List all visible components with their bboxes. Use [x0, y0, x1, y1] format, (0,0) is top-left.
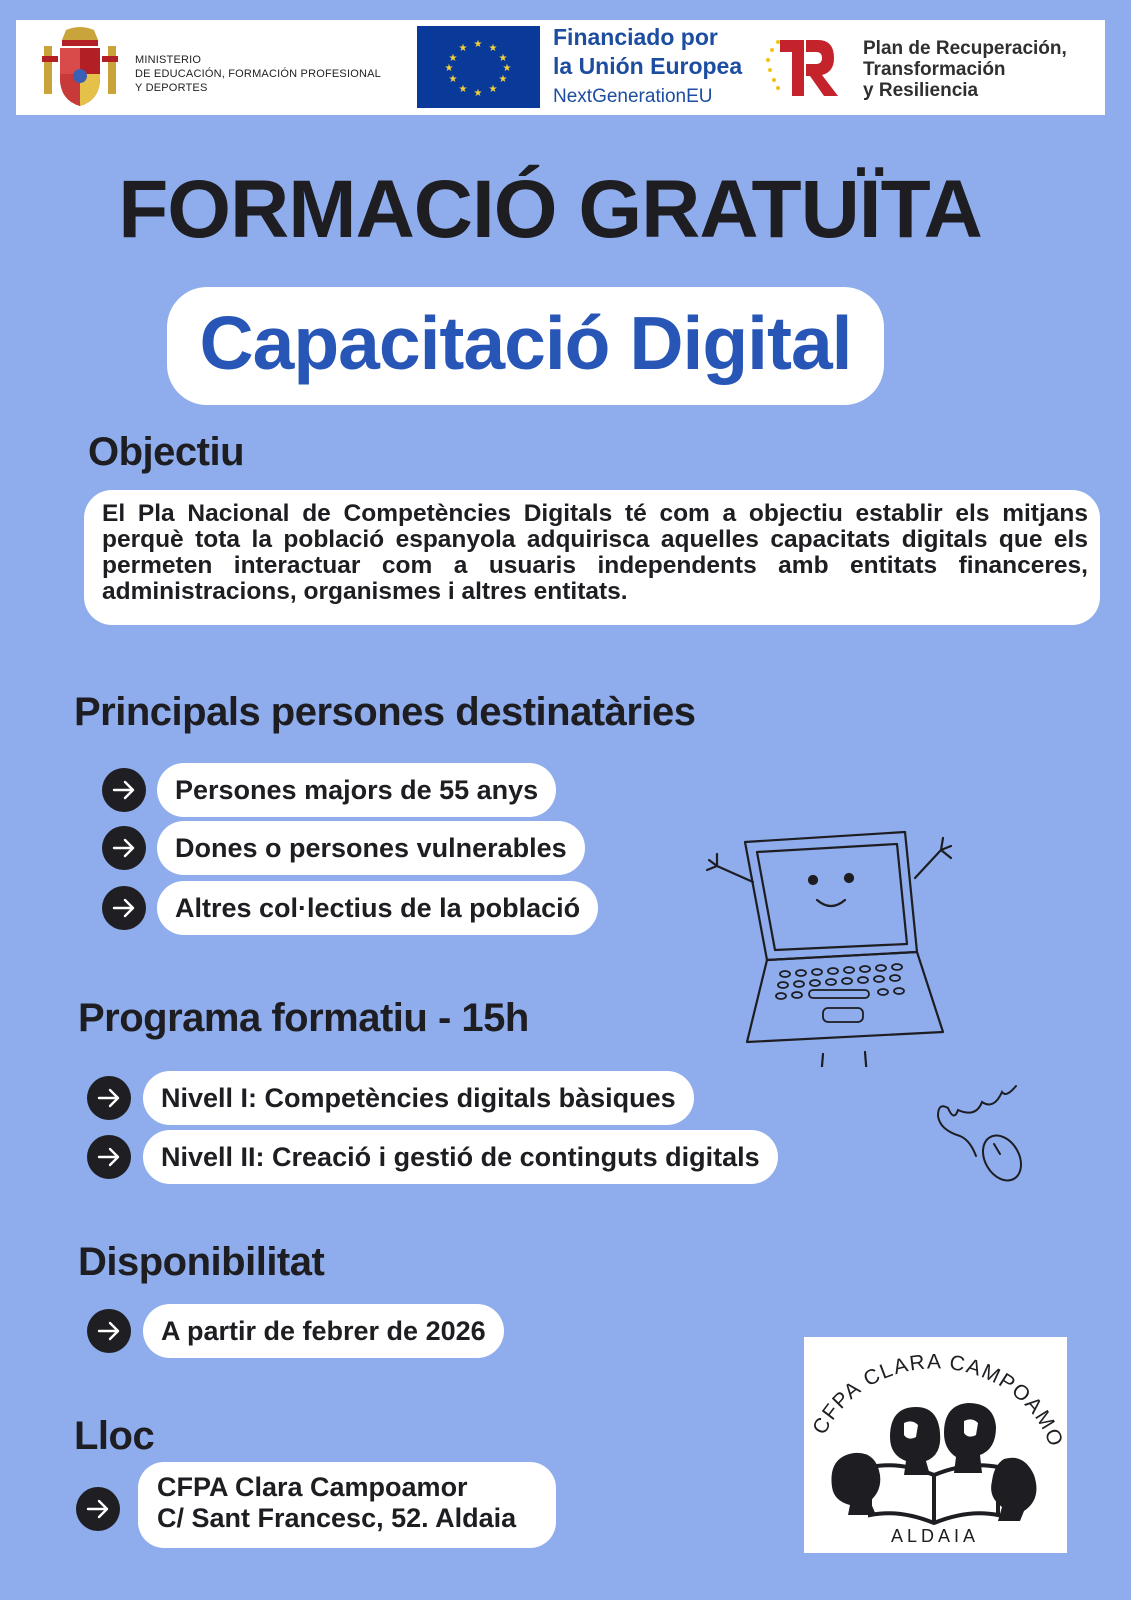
ministry-line-2: DE EDUCACIÓN, FORMACIÓN PROFESIONAL: [135, 68, 381, 80]
next-generation-eu: NextGenerationEU: [553, 86, 713, 107]
ministry-line-3: Y DEPORTES: [135, 82, 208, 94]
ministry-line-1: MINISTERIO: [135, 54, 202, 66]
place-name: CFPA Clara Campoamor: [157, 1472, 468, 1502]
school-bottom-text: ALDAIA: [890, 1526, 980, 1546]
arrow-right-icon: [87, 1309, 131, 1353]
audience-heading: Principals persones destinatàries: [74, 690, 696, 734]
svg-text:★: ★: [502, 63, 512, 74]
svg-text:★: ★: [444, 63, 454, 74]
arrow-right-icon: [102, 886, 146, 930]
eu-funded-line-1: Financiado por: [553, 24, 718, 50]
place-heading: Lloc: [74, 1414, 155, 1458]
logo-strip: [16, 20, 1105, 115]
eu-funded-line-2: la Unión Europea: [553, 53, 743, 79]
svg-text:★: ★: [498, 74, 508, 85]
svg-text:★: ★: [448, 74, 458, 85]
availability-heading: Disponibilitat: [78, 1240, 325, 1284]
arrow-right-icon: [76, 1487, 120, 1531]
svg-text:★: ★: [448, 53, 458, 64]
svg-text:★: ★: [458, 84, 468, 95]
plan-line-2: Transformación: [863, 59, 1006, 80]
smiling-laptop-icon: [705, 822, 975, 1067]
arrow-right-icon: [102, 768, 146, 812]
eu-flag-icon: [417, 26, 540, 108]
objective-heading: Objectiu: [88, 430, 245, 474]
svg-text:★: ★: [498, 53, 508, 64]
ministry-name: [135, 53, 381, 95]
school-logo: [804, 1337, 1067, 1553]
audience-item: Dones o persones vulnerables: [157, 821, 585, 875]
school-arc-text: CFPA CLARA CAMPOAMO: [808, 1350, 1067, 1451]
recovery-plan-name: [863, 38, 1067, 101]
spain-coat-of-arms-icon: [38, 26, 122, 110]
arrow-right-icon: [102, 826, 146, 870]
svg-text:★: ★: [488, 43, 498, 54]
place-address: C/ Sant Francesc, 52. Aldaia: [157, 1503, 517, 1533]
audience-item: Persones majors de 55 anys: [157, 763, 556, 817]
plan-line-3: y Resiliencia: [863, 80, 979, 101]
svg-text:★: ★: [488, 84, 498, 95]
page-subtitle: Capacitació Digital: [199, 301, 852, 385]
availability-item: A partir de febrer de 2026: [143, 1304, 504, 1358]
program-item: Nivell I: Competències digitals bàsiques: [143, 1071, 694, 1125]
page-title: FORMACIÓ GRATUÏTA: [118, 164, 982, 255]
computer-mouse-icon: [930, 1082, 1035, 1187]
arrow-right-icon: [87, 1076, 131, 1120]
svg-text:★: ★: [458, 43, 468, 54]
objective-text: El Pla Nacional de Competències Digitals té com a objectiu establir els mitjans perquè tota la població espanyola adquirisca aquelles capacitats digitals que els permeten interactuar com a usuaris independents amb entitats financeres, administracions, organismes i altres entitats.: [102, 500, 1088, 605]
svg-text:★: ★: [473, 39, 483, 50]
audience-item: Altres col·lectius de la població: [157, 881, 598, 935]
plan-line-1: Plan de Recuperación,: [863, 38, 1067, 59]
arrow-right-icon: [87, 1135, 131, 1179]
svg-text:★: ★: [473, 88, 483, 99]
prtr-logo-icon: [762, 30, 840, 102]
program-item: Nivell II: Creació i gestió de continguts digitals: [143, 1130, 778, 1184]
program-heading: Programa formatiu - 15h: [78, 996, 529, 1040]
